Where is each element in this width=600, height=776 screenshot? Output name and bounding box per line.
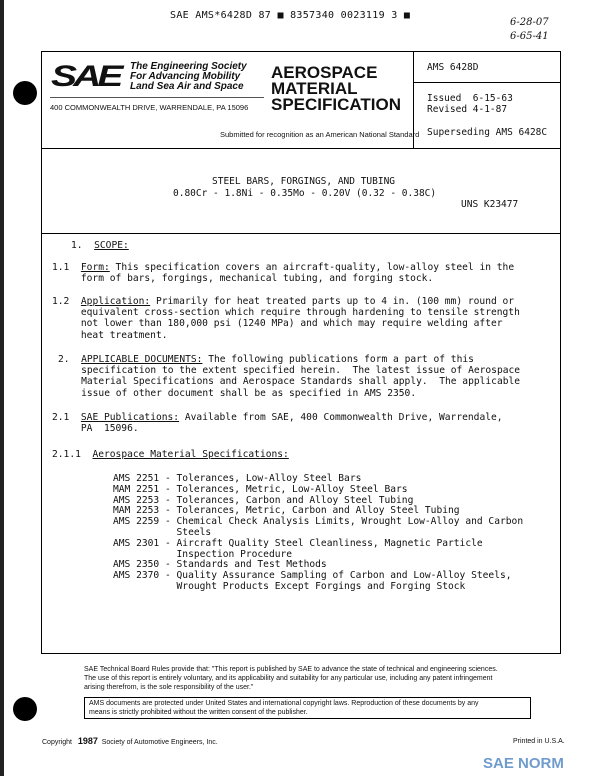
sae-logo: SAE [51,60,120,93]
sae-norm-watermark: SAE NORM [483,755,564,772]
board-rules: SAE Technical Board Rules provide that: "This report is published by SAE to advance the state of technical and engineering sciences. The use of this report is entirely voluntary, and its applicability and suitability for any particular use, including any patent infringement arising therefrom, is the sole responsibility of the user." [84,666,498,691]
header [42,52,560,149]
reference-item: AMS 2370 - Quality Assurance Sampling of Carbon and Low-Alloy Steels, [113,570,512,582]
handwritten-note: 6-65-41 [510,31,549,42]
spec-frame [41,51,561,654]
scan-edge [0,0,4,776]
section-1-2: 1.2 Application: Primarily for heat treated parts up to 4 in. (100 mm) round or equivalent cross-section which require through hardening to tensile strength not lower than 180,000 psi (1240 MPa) and which may require welding after heat treatment. [52,296,520,341]
reference-item: MAM 2253 - Tolerances, Metric, Carbon and Alloy Steel Tubing [113,505,460,517]
uns-number: UNS K23477 [461,199,519,210]
reference-item: AMS 2301 - Aircraft Quality Steel Cleanliness, Magnetic Particle [113,537,483,549]
document-code: SAE AMS*6428D 87 ■ 8357340 0023119 3 ■ [170,10,411,21]
section-2-1: 2.1 SAE Publications: Available from SAE, 400 Commonwealth Drive, Warrendale, PA 15096. [52,412,503,435]
reference-item: AMS 2251 - Tolerances, Low-Alloy Steel Bars [113,473,362,484]
section-1: 1. SCOPE: [71,240,129,251]
divider [50,97,264,98]
revised-date: Revised 4-1-87 [427,104,508,115]
copyright-notice: AMS documents are protected under United States and international copyright laws. Reproduction of these documents by any means is strictly prohibited without the written consent of the publisher. [84,697,531,719]
divider [42,233,560,234]
punch-hole [13,697,37,721]
reference-item: MAM 2251 - Tolerances, Metric, Low-Alloy Steel Bars [113,483,408,495]
printed-in: Printed in U.S.A. [513,738,565,745]
reference-item: AMS 2259 - Chemical Check Analysis Limits, Wrought Low-Alloy and Carbon [113,516,524,528]
superseding: Superseding AMS 6428C [427,127,548,138]
reference-list [113,474,523,593]
submitted-note: Submitted for recognition as an American National Standard [220,130,420,139]
reference-item: Steels [113,526,212,538]
handwritten-note: 6-28-07 [510,17,549,28]
reference-item: AMS 2350 - Standards and Test Methods [113,559,327,571]
doc-info [413,52,561,148]
subject-line1: STEEL BARS, FORGINGS, AND TUBING [212,176,396,187]
address: 400 COMMONWEALTH DRIVE, WARRENDALE, PA 15096 [50,103,249,112]
subject-line2: 0.80Cr - 1.8Ni - 0.35Mo - 0.20V (0.32 - 0.38C) [173,188,437,199]
tagline: The Engineering Society For Advancing Mobility Land Sea Air and Space [130,61,247,92]
reference-item: AMS 2253 - Tolerances, Carbon and Alloy Steel Tubing [113,494,414,506]
punch-hole [13,81,37,105]
section-2-1-1: 2.1.1 Aerospace Material Specifications: [52,449,289,460]
doc-number: AMS 6428D [427,62,479,73]
reference-item: Wrought Products Except Forgings and Forging Stock [113,580,466,592]
reference-item: Inspection Procedure [113,548,293,560]
issued-date: Issued 6-15-63 [427,93,513,104]
doc-title: AEROSPACE MATERIAL SPECIFICATION [271,63,402,114]
section-2: 2. APPLICABLE DOCUMENTS: The following publications form a part of this specification to the extent specified herein. The latest issue of Aerospace Material Specifications and Aerospace Standards shall apply. The applicable issue of other document shall be as specified in AMS 2350. [58,354,521,399]
copyright-line: Copyright 1987 Society of Automotive Engineers, Inc. [42,736,218,746]
section-1-1: 1.1 Form: This specification covers an aircraft-quality, low-alloy steel in the form of bars, forgings, mechanical tubing, and forging stock. [52,262,515,285]
